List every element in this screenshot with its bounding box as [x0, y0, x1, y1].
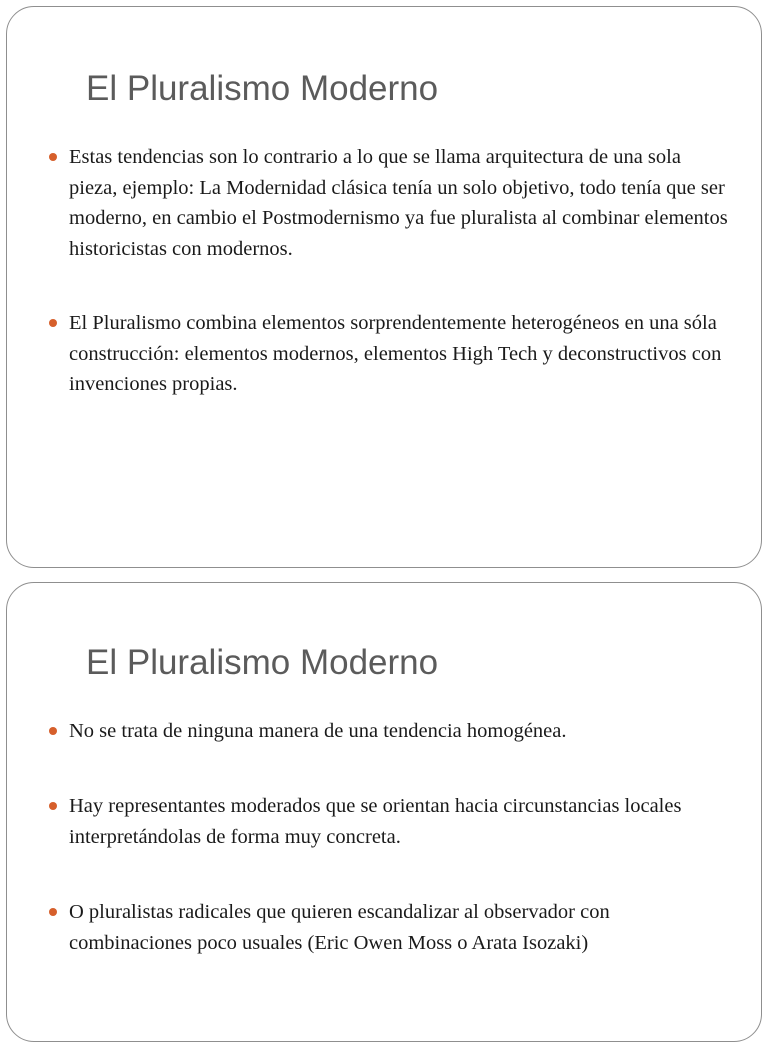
bullet-item [69, 308, 729, 400]
bullet-dot-icon [49, 727, 57, 735]
slide-title: El Pluralismo Moderno [86, 643, 439, 682]
slide-1 [6, 6, 762, 568]
bullet-text: Hay representantes moderados que se orientan hacia circunstancias locales interpretándolas de forma muy concreta. [69, 795, 682, 848]
bullet-text: El Pluralismo combina elementos sorprendentemente heterogéneos en una sóla construcción: elementos modernos, elementos High Tech y deconstructivos con invenciones propias. [69, 312, 722, 395]
bullet-item [69, 142, 729, 264]
bullet-item [69, 897, 729, 958]
bullet-item [69, 791, 729, 852]
bullet-item [69, 716, 729, 747]
bullet-text: No se trata de ninguna manera de una tendencia homogénea. [69, 720, 567, 742]
bullet-dot-icon [49, 319, 57, 327]
bullet-text: Estas tendencias son lo contrario a lo que se llama arquitectura de una sola pieza, ejemplo: La Modernidad clásica tenía un solo objetivo, todo tenía que ser moderno, en cambio el Postmodernismo ya fue pluralista al combinar elementos historicistas con modernos. [69, 146, 728, 260]
slide-title: El Pluralismo Moderno [86, 69, 439, 108]
bullet-dot-icon [49, 802, 57, 810]
bullet-dot-icon [49, 153, 57, 161]
slide-2 [6, 582, 762, 1042]
bullet-text: O pluralistas radicales que quieren escandalizar al observador con combinaciones poco usuales (Eric Owen Moss o Arata Isozaki) [69, 901, 610, 954]
bullet-dot-icon [49, 908, 57, 916]
